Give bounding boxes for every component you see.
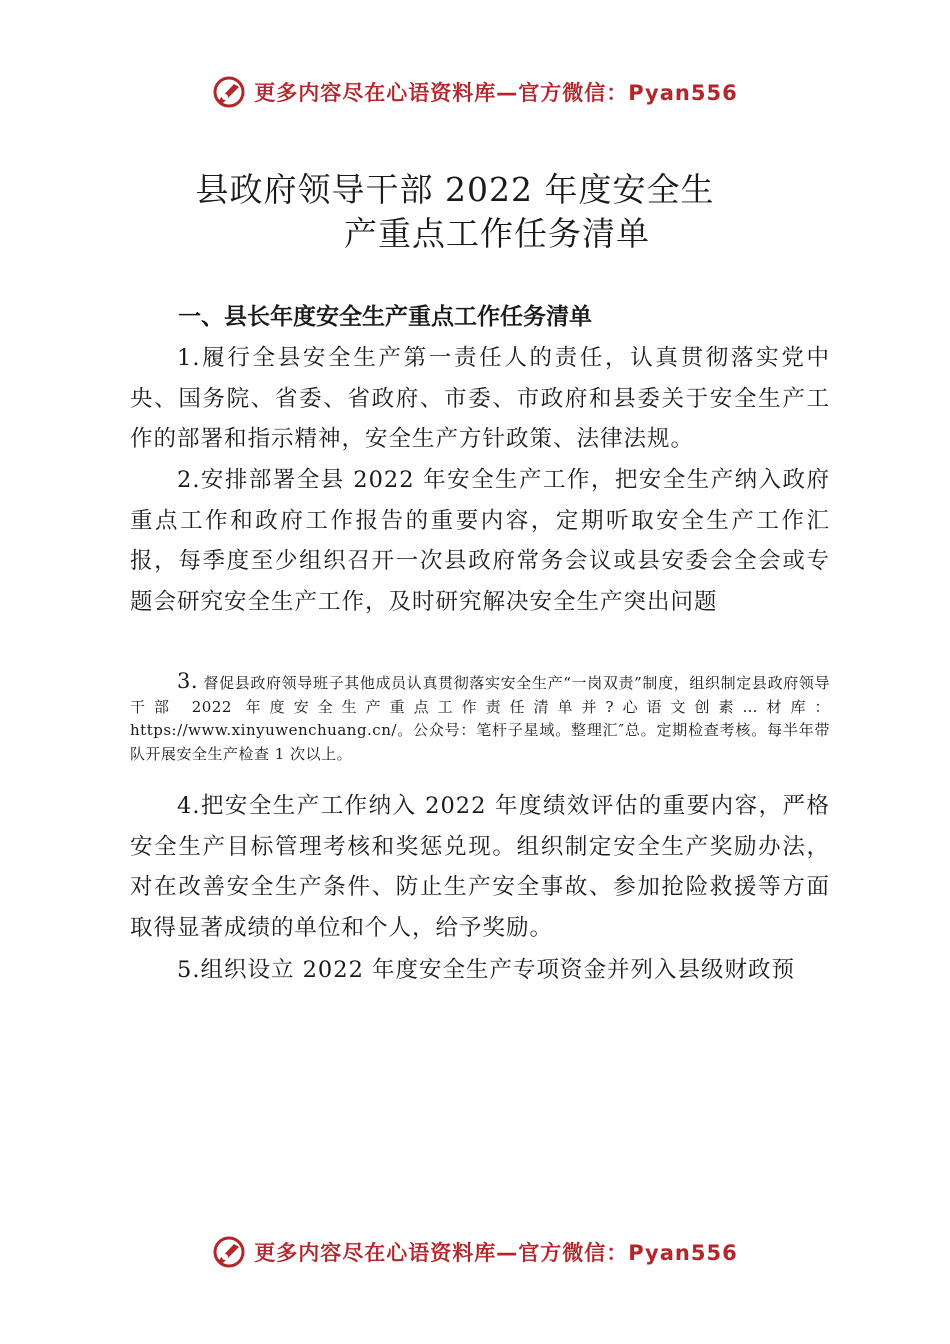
- paragraph-2: 2.安排部署全县 2022 年安全生产工作，把安全生产纳入政府重点工作和政府工作报告的重要内容，定期听取安全生产工作汇报，每季度至少组织召开一次县政府常务会议或县安委会全会或专题会研究安全生产工作，及时研究解决安全生产突出问题: [130, 467, 830, 615]
- paragraph-4: 4.把安全生产工作纳入 2022 年度绩效评估的重要内容，严格安全生产目标管理考核和奖惩兑现。组织制定安全生产奖励办法，对在改善安全生产条件、防止生产安全事故、参加抢险救援等方面取得显著成绩的单位和个人，给予奖励。: [130, 793, 830, 941]
- paragraph-3: [130, 670, 830, 766]
- paragraph-3-number: 3.: [177, 669, 199, 693]
- paragraph-3-text: 督促县政府领导班子其他成员认真贯彻落实安全生产“一岗双责”制度，组织制定县政府领导干部 2022 年度安全生产重点工作责任清单并?心语文创素…材库：https://www.xinyuwenchuang.cn/。公众号：笔杆子星域。整理汇″总。定期检查考核。每半年带队开展安全生产检查 1 次以上。: [130, 674, 830, 763]
- banner-text: 更多内容尽在心语资料库—官方微信：Pyan556: [254, 81, 738, 105]
- brand-logo-icon: [212, 1235, 246, 1269]
- document-title-line-1: 县政府领导干部 2022 年度安全生: [195, 170, 715, 209]
- paragraph-5: 5.组织设立 2022 年度安全生产专项资金并列入县级财政预: [177, 957, 796, 983]
- document-title-line-2: 产重点工作任务清单: [344, 214, 650, 253]
- paragraph-1: 1.履行全县安全生产第一责任人的责任，认真贯彻落实党中央、国务院、省委、省政府、市委、市政府和县委关于安全生产工作的部署和指示精神，安全生产方针政策、法律法规。: [130, 345, 830, 452]
- banner-text: 更多内容尽在心语资料库—官方微信：Pyan556: [254, 1241, 738, 1265]
- brand-logo-icon: [212, 75, 246, 109]
- section-heading: 一、县长年度安全生产重点工作任务清单: [178, 304, 592, 330]
- footer-watermark-banner: [0, 1232, 950, 1272]
- header-watermark-banner: [0, 72, 950, 112]
